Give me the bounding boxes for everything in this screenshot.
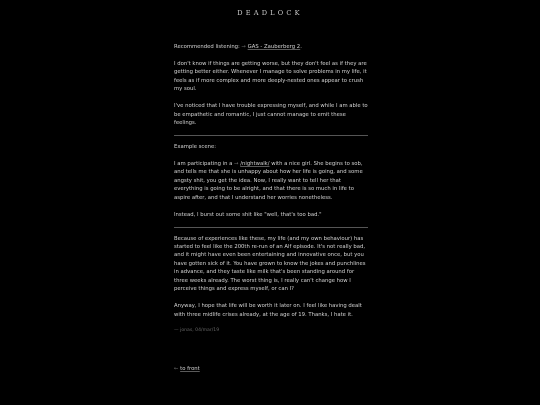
section-divider (174, 135, 368, 136)
intro-paragraph: I've noticed that I have trouble expressing myself, and while I am able to be empathetic and romantic, I just cannot manage to emit these feelings. (174, 103, 368, 127)
example-paragraph (174, 160, 368, 202)
footer-nav (174, 365, 200, 373)
site-title: DEADLOCK (237, 9, 303, 17)
listening-link[interactable]: GAS - Zauberberg 2 (247, 44, 301, 50)
arrow-left-icon: ← (174, 366, 179, 372)
section-divider (174, 227, 368, 228)
example-text-before: I am participating in a (174, 161, 233, 168)
listening-line (174, 43, 368, 51)
to-front-link[interactable]: to front (180, 366, 200, 372)
listening-label: Recommended listening: (174, 44, 240, 50)
post-signature: — jonas, 04/mar/19 (174, 327, 220, 333)
arrow-right-icon: → (234, 161, 239, 168)
example-paragraph: Instead, I burst out some shit like "well, that's too bad." (174, 211, 322, 218)
intro-paragraph: I don't know if things are getting worse, but they don't feel as if they are getting better either. Whenever I manage to solve problems in my life, it feels as if more complex and more deeply-nested ones appear to crush my soul. (174, 61, 367, 93)
listening-suffix: . (300, 44, 302, 50)
arrow-right-icon: → (241, 44, 246, 50)
outro-paragraph: Anyway, I hope that life will be worth it later on. I feel like having dealt with three midlife crises already, at the age of 19. Thanks, I hate it. (174, 303, 362, 318)
post-content (174, 43, 368, 335)
example-text-after: with a nice girl. She begins to sob, and tells me that she is unhappy about how her life is going, and some angsty shit, you get the idea. Now, I really want to tell her that everything is going to be alright, and that there is so much in life to aspire after, and that I understand her worries nonetheless. (174, 161, 363, 201)
outro-paragraph: Because of experiences like these, my life (and my own behaviour) has started to feel like the 200th re-run of an Alf episode. It's not really bad, and it might have even been entertaining and innovative once, but you have gotten sick of it. You have grown to know the jokes and punchlines in advance, and they taste like milk that's been standing around for three weeks already. The worst thing is, I really can't change how I perceive things and express myself, or can I? (174, 235, 366, 293)
example-heading: Example scene: (174, 144, 216, 151)
nightwalk-link[interactable]: /nightwalk/ (240, 161, 270, 168)
